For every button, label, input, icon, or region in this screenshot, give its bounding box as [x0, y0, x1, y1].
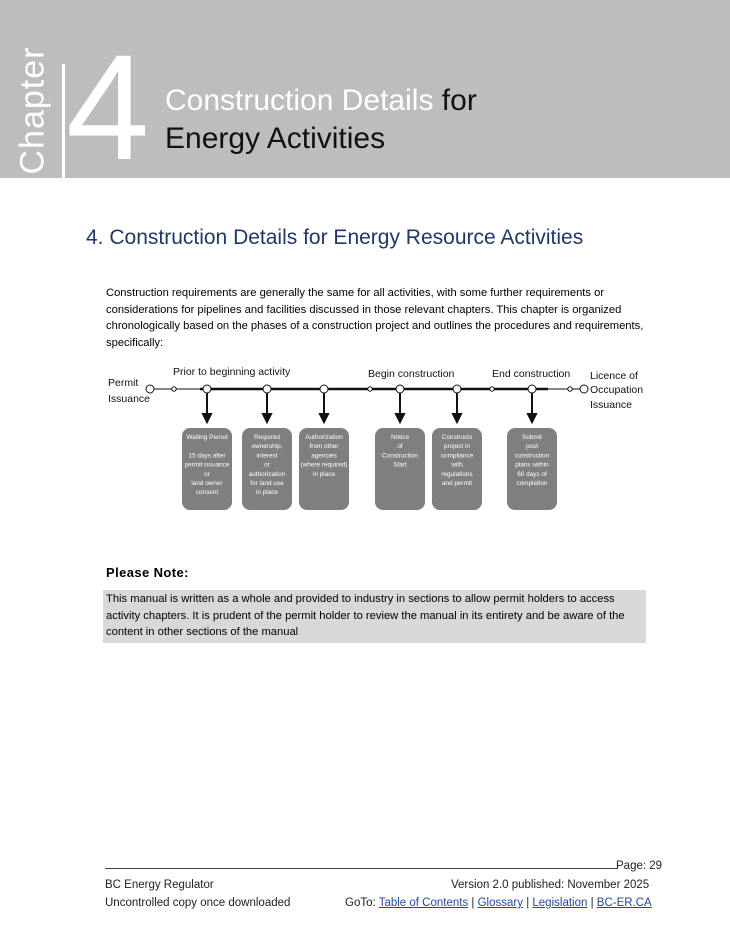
step-box-3-line: (where required) [300, 461, 348, 469]
step-box-5-line: compliance [440, 452, 474, 460]
link-bc-er[interactable]: BC-ER.CA [596, 897, 652, 909]
link-legislation[interactable]: Legislation [532, 897, 588, 909]
note-heading: Please Note: [106, 565, 189, 580]
chapter-divider [62, 64, 65, 178]
process-diagram [100, 362, 650, 522]
chapter-number: 4 [66, 23, 150, 191]
step-box-1-line: land owner [191, 480, 223, 487]
link-table-of-contents[interactable]: Table of Contents [378, 897, 469, 909]
start-label-2: Issuance [108, 393, 151, 405]
arrow-head-2 [263, 414, 271, 422]
link-glossary[interactable]: Glossary [477, 897, 523, 909]
timeline-end-node [580, 385, 588, 393]
section-heading: 4. Construction Details for Energy Resource Activities [86, 226, 584, 249]
step-box-2-line: interest [256, 452, 278, 460]
chapter-title-light: Construction Details [165, 84, 434, 117]
step-box-3-line: from other [309, 443, 339, 451]
step-box-6-line: Submit [522, 434, 542, 441]
step-box-1-line: permit issuance [184, 461, 230, 469]
arrow-head-5 [453, 414, 461, 422]
step-box-4-line: of [397, 443, 403, 451]
end-label-1: Licence of [590, 370, 638, 382]
phase-prior: Prior to beginning activity [173, 366, 291, 378]
step-box-3-line: Authorization [305, 434, 343, 441]
step-box-1-line: 15 days after [188, 452, 226, 460]
step-box-6-line: plans within [515, 461, 549, 469]
step-box-1-line: consent [195, 489, 219, 497]
chapter-title-dark: for [441, 84, 477, 117]
step-box-6-line: completion [516, 480, 548, 487]
chapter-title-line2: Energy Activities [165, 122, 386, 155]
step-box-2-line: authorization [248, 470, 286, 478]
footer-org: BC Energy Regulator [105, 879, 214, 891]
goto-label: GoTo: [345, 897, 376, 909]
step-box-4-line: Notice [390, 434, 410, 441]
step-box-3-line: agencies [311, 452, 337, 460]
phase-begin: Begin construction [368, 368, 455, 380]
step-box-3-line: in place [312, 470, 336, 478]
footer-version: Version 2.0 published: November 2025 [451, 879, 650, 891]
arrow-head-4 [396, 414, 404, 422]
step-box-6-line: construction [514, 452, 550, 460]
arrow-head-1 [203, 414, 211, 422]
footer-rule [105, 868, 617, 869]
end-label-2: Occupation [590, 384, 644, 396]
step-box-6-line: post [525, 443, 539, 451]
timeline-start-node [146, 385, 154, 393]
step-box-5-line: and permit [441, 480, 473, 487]
end-label-3: Issuance [590, 399, 633, 411]
arrow-head-3 [320, 414, 328, 422]
step-box-5-line: with [451, 461, 463, 469]
step-box-5-line: project in [444, 443, 470, 451]
phase-end: End construction [492, 368, 571, 380]
step-box-2-line: Required [254, 434, 280, 441]
step-box-4-line: Construction [382, 452, 418, 460]
step-box-5-line: Constructs [441, 434, 473, 441]
step-box-1-line: Waiting Period [186, 434, 228, 441]
chapter-label: Chapter [13, 46, 52, 175]
footer-uncontrolled: Uncontrolled copy once downloaded [105, 897, 291, 909]
intro-paragraph: Construction requirements are generally the same for all activities, with some further requirements or considerations for pipelines and facilities discussed in those relevant chapters. This chapter is organized chronologically based on the phases of a construction project and outlines the procedures and requirements, specifically: [106, 287, 644, 349]
step-box-4-line: Start [393, 461, 407, 469]
note-text: This manual is written as a whole and provided to industry in sections to allow permit holders to access activity chapters. It is prudent of the permit holder to review the manual in its entirety and be aware of the content in other sections of the manual [103, 590, 646, 643]
step-box-2-line: ownership, [251, 443, 283, 451]
chapter-banner [0, 0, 730, 191]
footer-goto: GoTo: Table of Contents | Glossary | Legislation | BC-ER.CA [345, 897, 652, 909]
start-label-1: Permit [108, 377, 139, 389]
step-box-2-line: in place [255, 489, 279, 497]
step-box-2-line: or [264, 461, 270, 469]
step-box-5-line: regulations [441, 470, 473, 478]
chapter-title [165, 82, 477, 158]
step-box-1-line: or [204, 470, 210, 478]
page-number: Page: 29 [616, 860, 663, 872]
step-box-2-line: for land use [250, 480, 284, 487]
step-box-6-line: 60 days of [517, 470, 547, 478]
arrow-head-6 [528, 414, 536, 422]
